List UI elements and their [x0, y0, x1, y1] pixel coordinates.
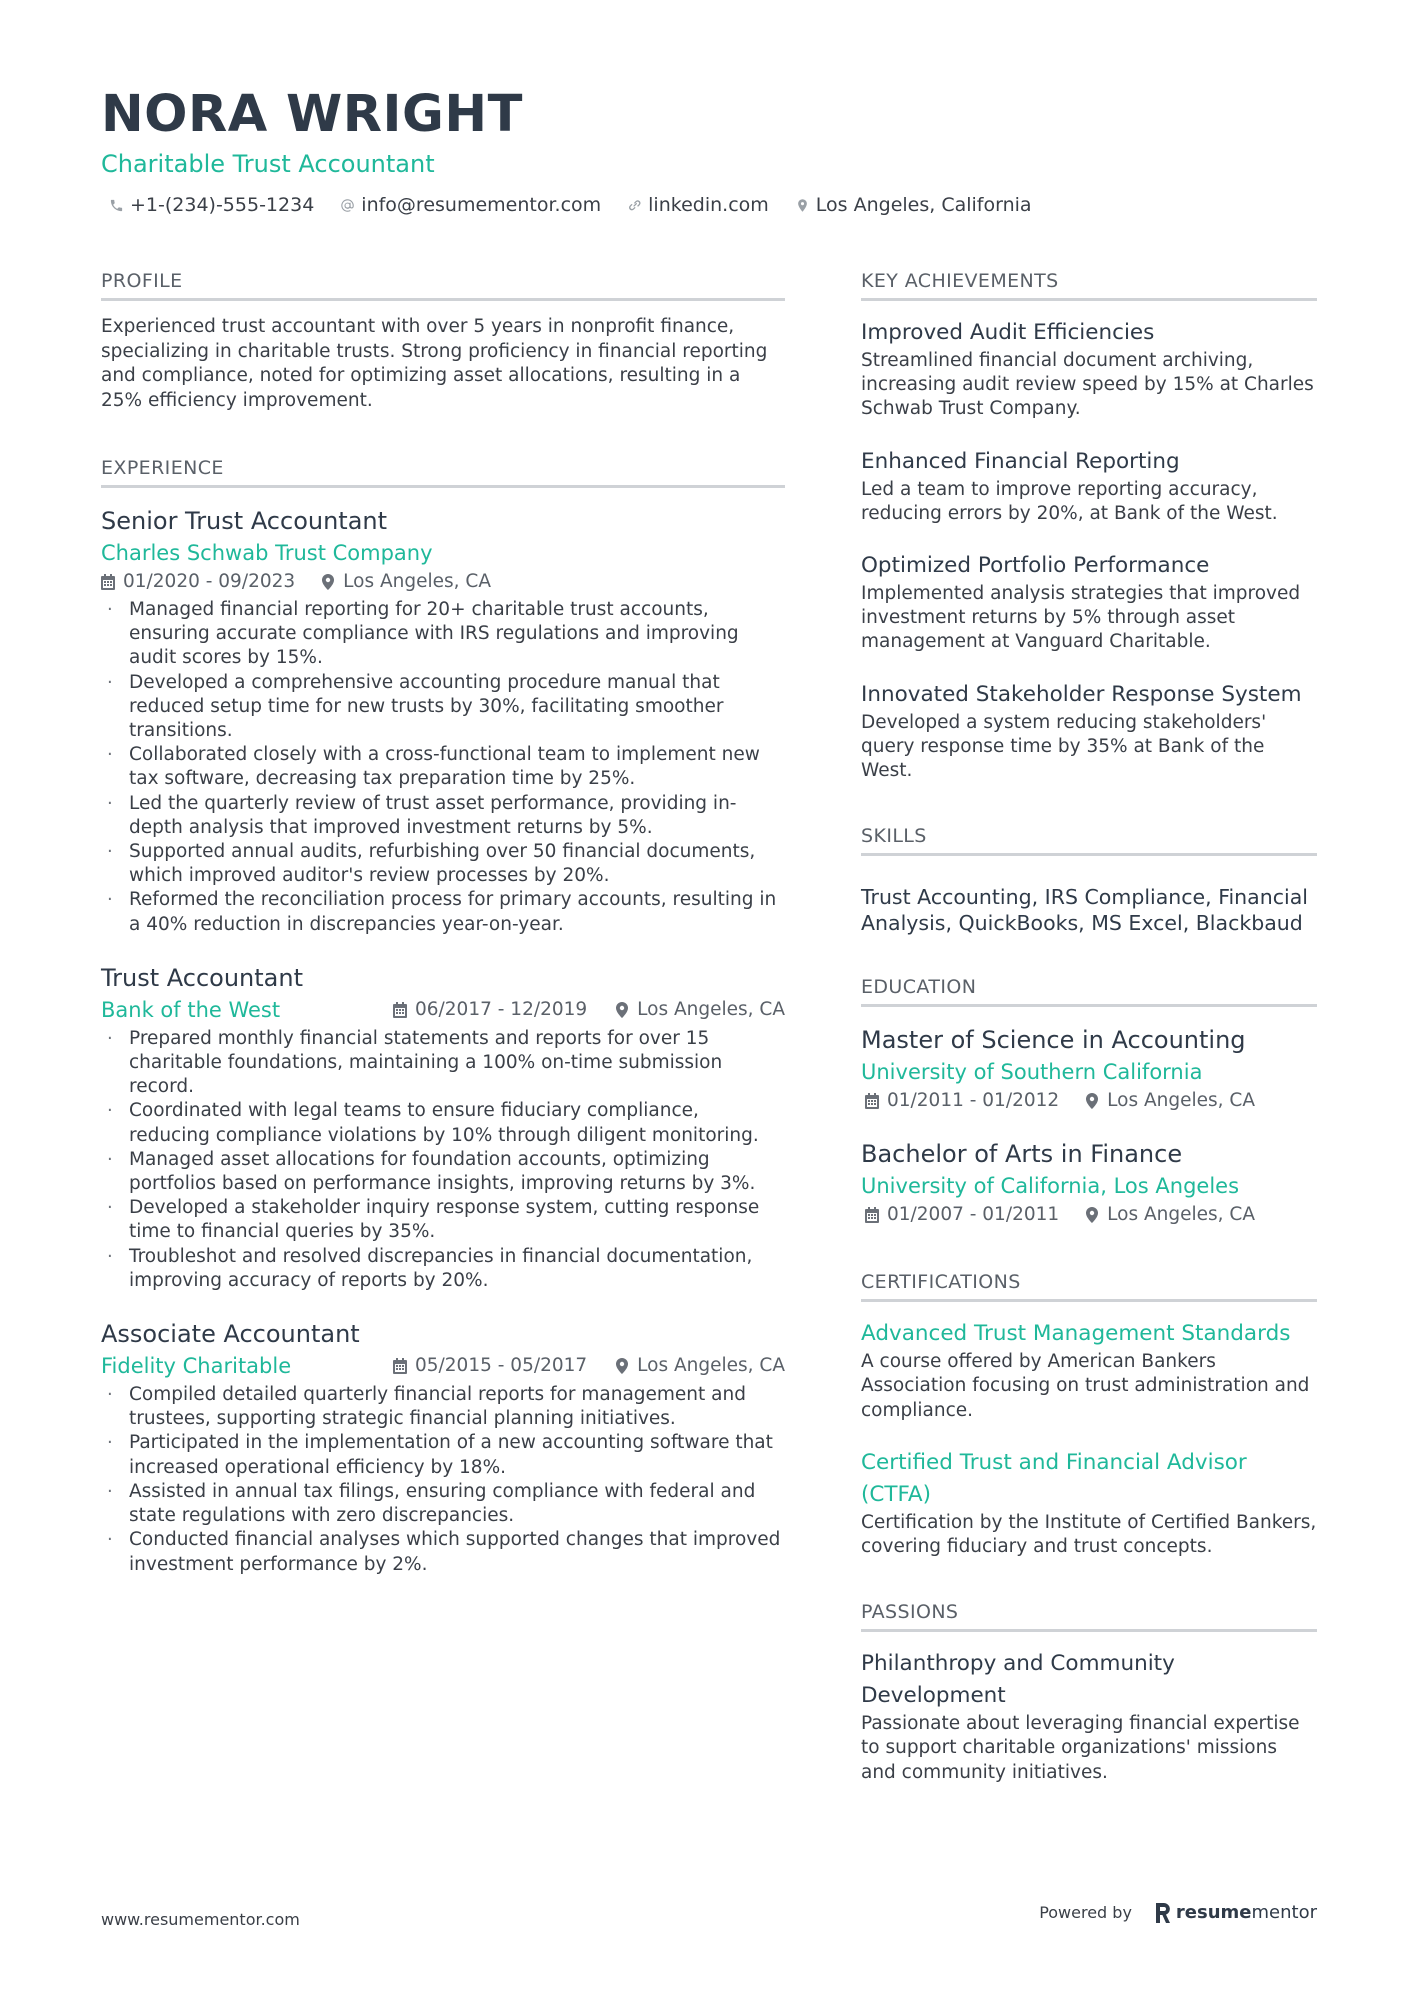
education-item: [861, 1137, 1317, 1229]
job-meta: [101, 568, 785, 596]
job-entry: [101, 504, 785, 937]
map-pin-icon: [321, 574, 335, 590]
job-location-text: Los Angeles, CA: [343, 571, 491, 592]
brand-mentor: mentor: [1251, 1902, 1317, 1923]
education-heading: EDUCATION: [861, 974, 1317, 1007]
achievements-heading: KEY ACHIEVEMENTS: [861, 268, 1317, 301]
education-meta: [861, 1201, 1317, 1229]
achievement-desc: Led a team to improve reporting accuracy, reducing errors by 20%, at Bank of the West.: [861, 478, 1278, 524]
job-meta: [393, 1352, 785, 1380]
job-bullet: · Managed asset allocations for foundation accounts, optimizing portfolios based on performance insights, improving returns by 3%.: [101, 1148, 785, 1196]
education-location-text: Los Angeles, CA: [1107, 1204, 1255, 1226]
passion-desc: Passionate about leveraging financial expertise to support charitable organizations' missions and community initiatives.: [861, 1713, 1300, 1783]
contact-location: [795, 194, 1032, 216]
job-bullet: · Assisted in annual tax filings, ensuring compliance with federal and state regulations with zero discrepancies.: [101, 1480, 785, 1528]
job-bullet: · Developed a comprehensive accounting procedure manual that reduced setup time for new trusts by 30%, facilitating smoother transitions.: [101, 671, 785, 744]
job-location: [321, 568, 491, 596]
map-pin-icon: [795, 198, 810, 213]
footer-website[interactable]: www.resumementor.com: [101, 1910, 300, 1929]
achievement-item: [861, 550, 1317, 655]
job-dates-text: 06/2017 - 12/2019: [415, 998, 588, 1020]
passions-section: [861, 1599, 1317, 1785]
achievement-desc: Implemented analysis strategies that improved investment returns by 5% through asset management at Vanguard Charitable.: [861, 583, 1301, 653]
certifications-section: [861, 1269, 1317, 1559]
profile-heading: PROFILE: [101, 268, 785, 301]
contact-phone[interactable]: [109, 194, 314, 216]
job-bullets: [101, 1383, 785, 1577]
left-column: [101, 268, 785, 1613]
certification-title: Advanced Trust Management Standards: [861, 1321, 1291, 1347]
achievements-section: [861, 268, 1317, 783]
education-dates-text: 01/2011 - 01/2012: [887, 1090, 1060, 1112]
job-bullets: [101, 1027, 785, 1293]
location-text: Los Angeles, California: [815, 194, 1032, 216]
phone-icon: [109, 198, 124, 213]
job-dates: [393, 996, 587, 1024]
calendar-icon: [393, 1358, 407, 1374]
achievement-desc: Developed a system reducing stakeholders' query response time by 35% at Bank of the West.: [861, 711, 1267, 782]
experience-heading: EXPERIENCE: [101, 455, 785, 488]
education-dates: [865, 1201, 1059, 1229]
candidate-name: NORA WRIGHT: [101, 85, 523, 144]
candidate-title: Charitable Trust Accountant: [101, 150, 435, 178]
phone-text: +1-(234)-555-1234: [130, 194, 315, 216]
education-degree: Master of Science in Accounting: [861, 1026, 1246, 1055]
calendar-icon: [393, 1002, 407, 1018]
job-company: Fidelity Charitable: [101, 1354, 292, 1379]
job-dates: [101, 568, 295, 596]
job-location: [615, 996, 785, 1024]
achievement-title: Improved Audit Efficiencies: [861, 320, 1155, 345]
resumementor-logo-icon: [1154, 1903, 1170, 1923]
education-meta: [861, 1087, 1317, 1115]
achievement-item: [861, 679, 1317, 784]
job-entry: [101, 1317, 785, 1577]
job-location-text: Los Angeles, CA: [637, 1355, 785, 1377]
job-company: Charles Schwab Trust Company: [101, 541, 433, 565]
map-pin-icon: [1085, 1207, 1099, 1223]
education-location-text: Los Angeles, CA: [1107, 1090, 1255, 1112]
job-location-text: Los Angeles, CA: [637, 998, 785, 1020]
job-bullet: · Coordinated with legal teams to ensure fiduciary compliance, reducing compliance violations by 10% through diligent monitoring.: [101, 1099, 785, 1147]
link-icon: [627, 198, 642, 213]
job-title: Senior Trust Accountant: [101, 507, 388, 535]
job-dates-text: 01/2020 - 09/2023: [123, 571, 296, 592]
email-text: info@resumementor.com: [361, 194, 602, 216]
map-pin-icon: [615, 1358, 629, 1374]
contact-email[interactable]: [340, 194, 601, 216]
education-item: [861, 1023, 1317, 1115]
certification-item: [861, 1318, 1317, 1423]
job-bullet: · Led the quarterly review of trust asset performance, providing in-depth analysis that improved investment returns by 5%.: [101, 792, 785, 840]
map-pin-icon: [1085, 1093, 1099, 1109]
job-entry: [101, 961, 785, 1293]
job-bullet: · Developed a stakeholder inquiry response system, cutting response time to financial queries by 35%.: [101, 1196, 785, 1244]
job-company-row: [101, 995, 785, 1025]
map-pin-icon: [615, 1002, 629, 1018]
job-dates: [393, 1352, 587, 1380]
profile-text: Experienced trust accountant with over 5 years in nonprofit finance, specializing in charitable trusts. Strong proficiency in financial reporting and compliance, noted for optimizing asset allocations, resulting in a 25% efficiency improvement.: [101, 316, 768, 411]
job-bullet: · Prepared monthly financial statements and reports for over 15 charitable foundations, maintaining a 100% on-time submission record.: [101, 1027, 785, 1100]
job-title: Associate Accountant: [101, 1320, 360, 1349]
education-section: [861, 974, 1317, 1229]
job-bullet: · Managed financial reporting for 20+ charitable trust accounts, ensuring accurate compliance with IRS regulations and improving audit scores by 15%.: [101, 598, 785, 671]
job-meta: [393, 996, 785, 1024]
passion-title: Philanthropy and Community Development: [861, 1651, 1175, 1709]
job-bullets: [101, 598, 785, 937]
education-dates-text: 01/2007 - 01/2011: [887, 1204, 1060, 1226]
job-company: Bank of the West: [101, 997, 281, 1022]
job-bullet: · Troubleshot and resolved discrepancies in financial documentation, improving accuracy of reports by 20%.: [101, 1245, 785, 1293]
resume-header: [101, 84, 1321, 216]
certification-desc: Certification by the Institute of Certified Bankers, covering fiduciary and trust concepts.: [861, 1511, 1317, 1558]
skills-text: Trust Accounting, IRS Compliance, Financial Analysis, QuickBooks, MS Excel, Blackbaud: [861, 885, 1308, 936]
education-degree: Bachelor of Arts in Finance: [861, 1140, 1183, 1169]
achievement-title: Innovated Stakeholder Response System: [861, 681, 1302, 707]
job-bullet: · Collaborated closely with a cross-functional team to implement new tax software, decreasing tax preparation time by 25%.: [101, 743, 785, 791]
contact-linkedin[interactable]: [627, 194, 769, 216]
education-school: University of Southern California: [861, 1060, 1203, 1085]
job-bullet: · Reformed the reconciliation process for primary accounts, resulting in a 40% reduction in discrepancies year-on-year.: [101, 888, 785, 936]
job-dates-text: 05/2015 - 05/2017: [415, 1355, 588, 1377]
job-company-row: [101, 1351, 785, 1381]
calendar-icon: [865, 1093, 879, 1109]
achievement-item: [861, 446, 1317, 526]
calendar-icon: [865, 1207, 879, 1223]
brand-logo[interactable]: [1154, 1902, 1317, 1923]
job-location: [615, 1352, 785, 1380]
right-column: [861, 268, 1317, 1821]
certification-desc: A course offered by American Bankers Association focusing on trust administration and compliance.: [861, 1351, 1310, 1421]
footer-powered-by: [1039, 1902, 1317, 1923]
calendar-icon: [101, 574, 115, 590]
job-title: Trust Accountant: [101, 963, 303, 992]
job-bullet: · Participated in the implementation of a new accounting software that increased operational efficiency by 18%.: [101, 1431, 785, 1479]
brand-resume: resume: [1175, 1902, 1252, 1923]
achievement-title: Enhanced Financial Reporting: [861, 448, 1180, 474]
at-icon: [340, 198, 355, 213]
certification-title: Certified Trust and Financial Advisor (CTFA): [861, 1449, 1247, 1507]
passions-heading: PASSIONS: [861, 1599, 1317, 1632]
powered-by-text: Powered by: [1039, 1903, 1132, 1922]
experience-section: [101, 455, 785, 1577]
certification-item: [861, 1447, 1317, 1559]
contact-bar: [101, 194, 1321, 216]
certifications-heading: CERTIFICATIONS: [861, 1269, 1317, 1302]
achievement-item: [861, 317, 1317, 422]
job-bullet: · Supported annual audits, refurbishing over 50 financial documents, which improved auditor's review processes by 20%.: [101, 840, 785, 888]
education-school: University of California, Los Angeles: [861, 1174, 1240, 1199]
education-location: [1085, 1201, 1255, 1229]
education-dates: [865, 1087, 1059, 1115]
skills-heading: SKILLS: [861, 823, 1317, 856]
profile-section: [101, 268, 785, 413]
achievement-title: Optimized Portfolio Performance: [861, 553, 1210, 579]
job-bullet: · Conducted financial analyses which supported changes that improved investment performance by 2%.: [101, 1528, 785, 1576]
achievement-desc: Streamlined financial document archiving, increasing audit review speed by 15% at Charles Schwab Trust Company.: [861, 350, 1314, 420]
skills-section: [861, 823, 1317, 936]
linkedin-text: linkedin.com: [648, 194, 769, 216]
education-location: [1085, 1087, 1255, 1115]
job-bullet: · Compiled detailed quarterly financial reports for management and trustees, supporting strategic financial planning initiatives.: [101, 1383, 785, 1431]
